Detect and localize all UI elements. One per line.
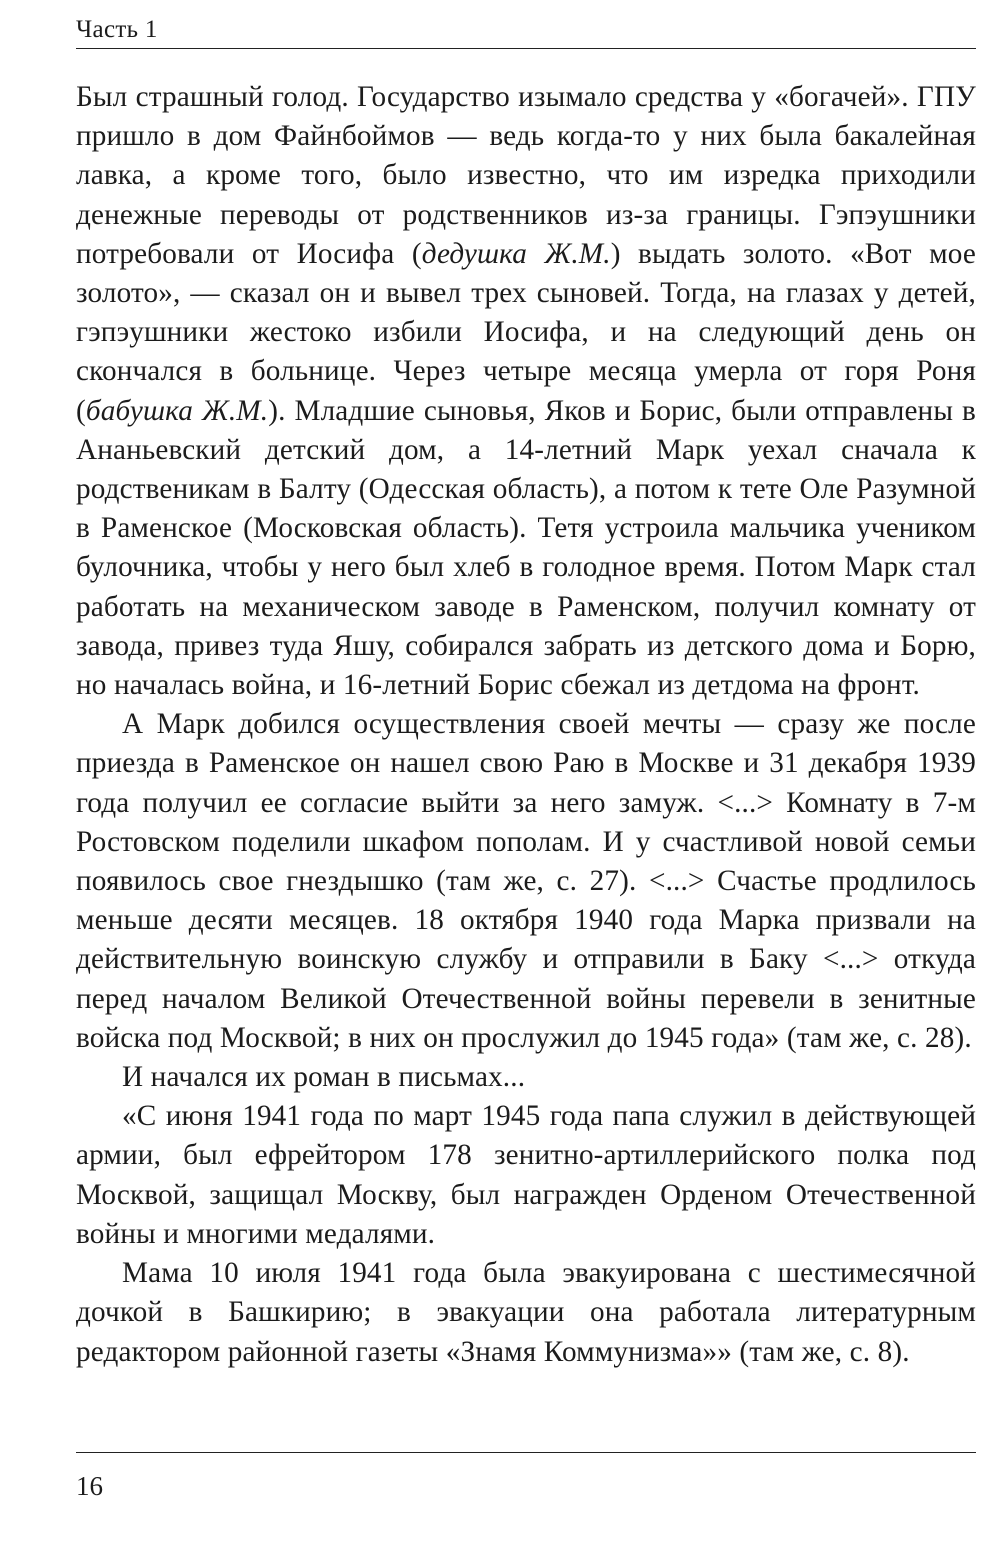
paragraph-5: Мама 10 июля 1941 года была эвакуирована с шестимесячной дочкой в Башкирию; в эвакуации она работала литературным редактором районной газеты «Знамя Коммунизма»» (там же, с. 8). [76,1257,976,1368]
paragraph-1-italic-a: дедушка Ж.М. [421,237,611,270]
body-text [76,78,976,1372]
paragraph-1-part-c: ). Младшие сыновья, Яков и Борис, были отправлены в Ананьевский детский дом, а 14-летний Марк уехал сначала к родственикам в Балту (Одесская область), а потом к тете Оле Разумной в Раменское (Московская область). Тетя устроила мальчика учеником булочника, чтобы у него был хлеб в голодное время. Потом Марк стал работать на механическом заводе в Раменском, получил комнату от завода, привез туда Яшу, собирался забрать из детского дома и Борю, но началась война, и 16-летний Борис сбежал из детдома на фронт. [76,394,976,702]
paragraph-4: «С июня 1941 года по март 1945 года папа служил в действующей армии, был ефрейтором 178 зенитно-артиллерийского полка под Москвой, защищал Москву, был награжден Орденом Отечественной войны и многими медалями. [76,1100,976,1250]
paragraph-1-italic-b: бабушка Ж.М. [85,394,269,427]
header-rule [76,48,976,49]
paragraph-2: А Марк добился осуществления своей мечты — сразу же после приезда в Раменское он нашел свою Раю в Москве и 31 декабря 1939 года получил ее согласие выйти за него замуж. <...> Комнату в 7-м Ростовском поделили шкафом пополам. И у счастливой новой семьи появилось свое гнездышко (там же, с. 27). <...> Счастье продлилось меньше десяти месяцев. 18 октября 1940 года Марка призвали на действительную воинскую службу и отправили в Баку <...> откуда перед началом Великой Отечественной войны перевели в зенитные войска под Москвой; в них он прослужил до 1945 года» (там же, с. 28). [76,708,976,1054]
paragraph-1 [76,78,976,705]
paragraph-3: И начался их роман в письмах... [122,1061,526,1094]
paragraph-1-part-b: ) выдать золото. «Вот мое золото», — сказал он и вывел трех сыновей. Тогда, на глазах у детей, гэпэушники жестоко избили Иосифа, и на следующий день он скончался в больнице. Через четыре месяца умерла от горя Роня ( [76,237,976,427]
running-header: Часть 1 [76,16,158,43]
footer-rule [76,1452,976,1453]
paragraph-1-part-a: Был страшный голод. Государство изымало средства у «богачей». ГПУ пришло в дом Файнбоймов — ведь когда-то у них была бакалейная лавка, а кроме того, было известно, что им изредка приходили денежные переводы от родственников из-за границы. Гэпэушники потребовали от Иосифа ( [76,81,976,270]
page-number: 16 [76,1471,103,1501]
